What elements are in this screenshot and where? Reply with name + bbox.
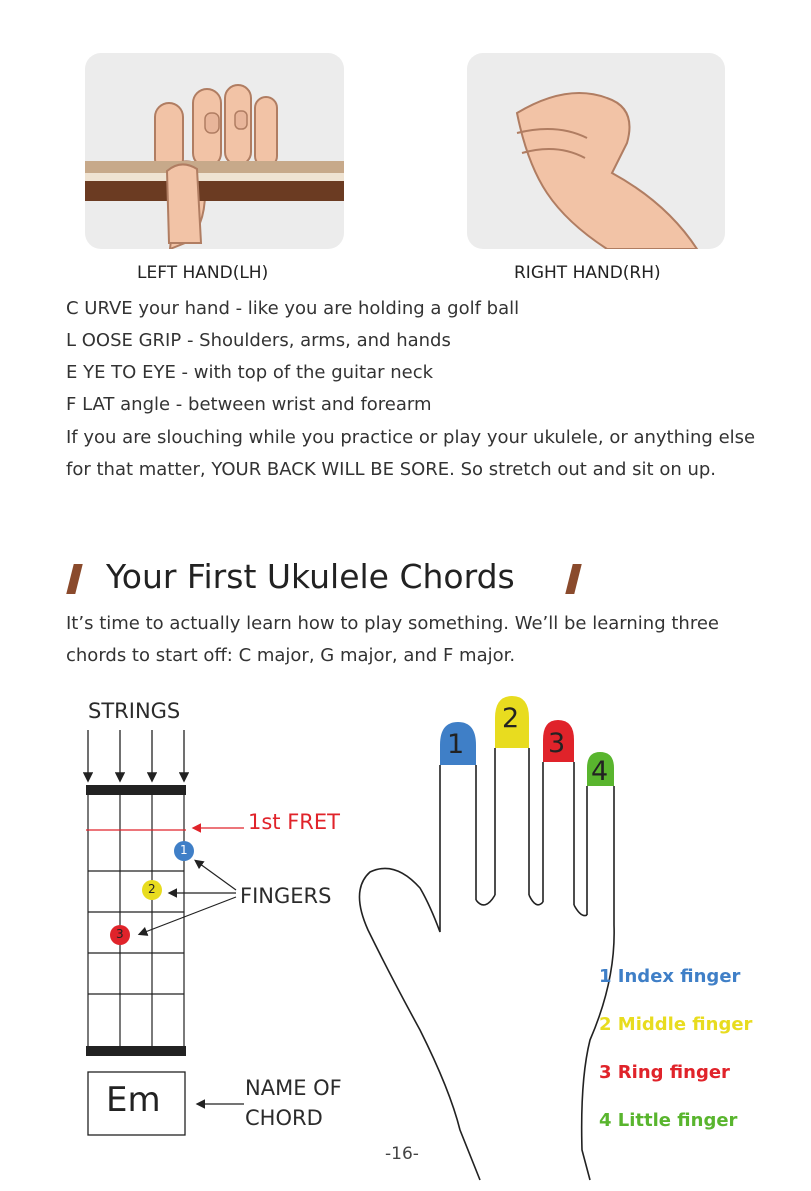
chord-name-label-line1: NAME OF bbox=[245, 1076, 342, 1100]
strings-label: STRINGS bbox=[88, 699, 181, 723]
legend-ring-finger: 3 Ring finger bbox=[599, 1062, 730, 1083]
finger-dot-3-label: 3 bbox=[116, 927, 124, 941]
page-number: -16- bbox=[385, 1144, 419, 1164]
tip-curve: C URVE your hand - like you are holding a golf ball bbox=[66, 298, 520, 319]
right-hand-caption: RIGHT HAND(RH) bbox=[514, 263, 661, 283]
section-intro: It’s time to actually learn how to play something. We’ll be learning three chords to start off: C major, G major, and F major. bbox=[66, 613, 719, 666]
hand-finger-number-2: 2 bbox=[502, 703, 520, 734]
left-hand-caption: LEFT HAND(LH) bbox=[137, 263, 269, 283]
chord-name: Em bbox=[106, 1080, 161, 1120]
tip-eye-to-eye: E YE TO EYE - with top of the guitar neck bbox=[66, 362, 434, 383]
legend-index-finger: 1 Index finger bbox=[599, 966, 741, 987]
legend-little-finger: 4 Little finger bbox=[599, 1110, 738, 1131]
hand-finger-number-3: 3 bbox=[548, 728, 566, 759]
section-title: Your First Ukulele Chords bbox=[106, 557, 515, 596]
tip-loose-grip: L OOSE GRIP - Shoulders, arms, and hands bbox=[66, 330, 451, 351]
chord-name-label-line2: CHORD bbox=[245, 1106, 323, 1130]
hand-finger-number-1: 1 bbox=[447, 729, 465, 760]
legend-middle-finger: 2 Middle finger bbox=[599, 1014, 753, 1035]
finger-dot-1-label: 1 bbox=[180, 843, 188, 857]
hand-finger-number-4: 4 bbox=[591, 756, 609, 787]
fingers-label: FINGERS bbox=[240, 884, 332, 908]
tip-flat-angle: F LAT angle - between wrist and forearm bbox=[66, 394, 432, 415]
first-fret-label: 1st FRET bbox=[248, 810, 340, 834]
finger-dot-2-label: 2 bbox=[148, 882, 156, 896]
posture-paragraph: If you are slouching while you practice or play your ukulele, or anything else for that matter, YOUR BACK WILL BE SORE. So stretch out and sit on up. bbox=[66, 427, 756, 480]
